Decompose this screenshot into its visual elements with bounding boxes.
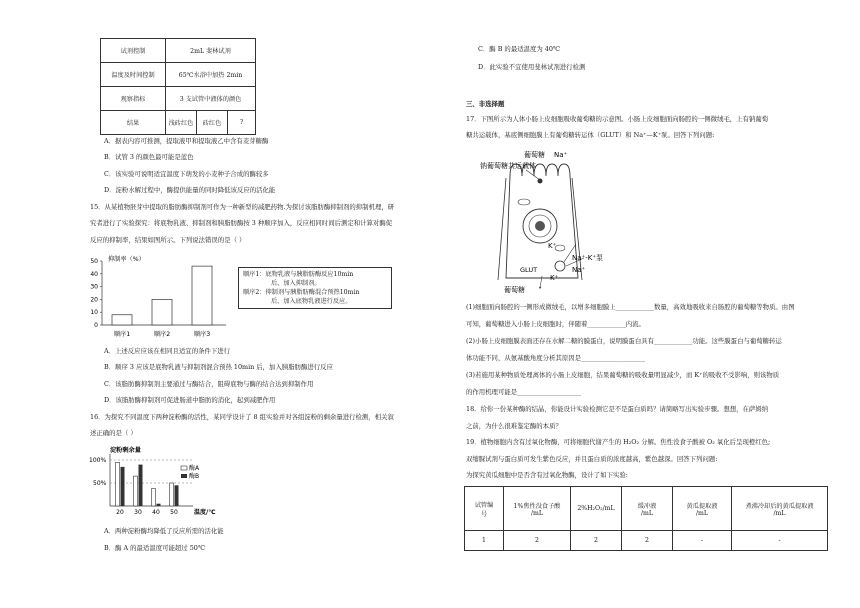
q15-option-b: B．顺序 3 应该是底物乳液与抑制剂混合预热 10min 后，加入胰脂肪酶进行反应	[104, 363, 333, 371]
table-header: 2%H₂O₂/mL	[571, 487, 622, 531]
chart2-bar-enzyme-b	[175, 485, 179, 506]
q15-stem-line3: 反应的抑制率，结果如图所示。下列说法错误的是（ ）	[90, 236, 246, 244]
chart2-tick-50: 50%	[93, 480, 107, 487]
chart2-ylabel: 淀粉剩余量	[110, 447, 141, 454]
chart2-xlabel: 温度/℃	[194, 509, 216, 516]
legend-order1-line2: 后，加入抑制剂。	[271, 280, 321, 287]
q16-option-c: C．酶 B 的最适温度为 40℃	[478, 45, 561, 53]
table-cell: 3 支试管中液体的颜色	[166, 87, 256, 111]
table-header: 试管编 号	[465, 487, 504, 531]
label-glucose-top: 葡萄糖	[524, 151, 545, 159]
chart1-ylabel: 抑制率（%）	[108, 256, 145, 263]
q16-stem-line1: 16．为探究不同温度下两种淀粉酶的活性，某同学设计了 8 组实验并对各组淀粉的剩余量进行检测，相关叙	[90, 413, 394, 421]
inhibition-chart	[86, 252, 236, 340]
chart2-bar-enzyme-a	[134, 476, 138, 506]
section-heading: 三、非选择题	[466, 100, 505, 108]
table-cell: 65℃水浴中加热 2min	[166, 63, 256, 87]
table-header: 黄瓜提取液 /mL	[673, 487, 732, 531]
table-cell: 浅砖红色	[166, 111, 197, 135]
label-cotransporter: 钠葡萄糖共运载体	[480, 162, 536, 170]
q17-part3-line2: 的作用机理可能是____________________	[466, 388, 582, 396]
chart1-bar	[192, 266, 212, 325]
chart1-tick-label: 20	[90, 296, 98, 304]
chart2-bar-enzyme-b	[121, 467, 125, 506]
chart2-bar-enzyme-b	[139, 465, 143, 506]
table-header: 煮沸冷却后的黄瓜提取液 /mL	[732, 487, 828, 531]
chart2-bar-enzyme-a	[170, 483, 174, 506]
q18-line1: 18．给你一份某种酶的结晶，你能设计实验检测它是不是蛋白质吗？请简略写出实验步骤。想想，在萨姆纳	[466, 405, 769, 413]
table-cell: 2	[504, 531, 571, 551]
chart2-category-label: 50	[170, 509, 178, 516]
table-cell: -	[673, 531, 732, 551]
chart2-tick-100: 100%	[89, 457, 107, 464]
legend-enzyme-a: 酶A	[189, 465, 200, 472]
table-header: 缓冲液 /mL	[622, 487, 673, 531]
chart2-bar-enzyme-a	[116, 462, 120, 506]
label-k: K⁺	[548, 242, 557, 250]
label-pump: Na⁺-K⁺泵	[572, 254, 604, 262]
chart2-bar-enzyme-b	[157, 504, 161, 506]
chart1-tick-label: 30	[90, 283, 98, 291]
q14-option-b: B．试管 3 的颜色最可能是蓝色	[104, 153, 194, 161]
legend-order1-line1: 顺序1：底物乳液与胰脂肪酶反应10min	[243, 271, 354, 278]
q17-part3-line1: (3)若施用某种物质处理离体的小肠上皮细胞，结果葡萄糖的吸收量明显减少，而 K⁺的吸收不受影响，则该物质	[466, 371, 780, 379]
table-header: 1%焦性没食子酸 /mL	[504, 487, 571, 531]
chart1-bar	[152, 299, 172, 325]
chart2-bar-enzyme-a	[152, 489, 156, 506]
label-glut: GLUT	[520, 266, 538, 274]
q17-part1-line1: (1)细胞面向肠腔的一侧形成微绒毛，以增多细胞膜上____________数量，高效地吸收来自肠腔的葡萄糖等物质。由图	[466, 303, 795, 311]
chart1-category-label: 顺序3	[193, 331, 211, 338]
table-cell: 观察指标	[101, 87, 166, 111]
q16-option-a: A．两种淀粉酶均降低了反应所需的活化能	[104, 527, 224, 535]
table-cell: 2	[571, 531, 622, 551]
q17-stem-line1: 17．下图所示为人体小肠上皮细胞吸收葡萄糖的示意图。小肠上皮细胞面向肠腔的一侧微绒毛，上有钠葡萄	[466, 115, 769, 123]
legend-order2-line2: 后，加入底物乳液进行反应。	[271, 298, 352, 305]
q16-stem-line2: 述正确的是（ ）	[90, 429, 137, 437]
q19-line1: 19．植物细胞内含有过氧化物酶，可将细胞代谢产生的 H₂O₂ 分解。焦性没食子酸被 O₂ 氧化后呈现橙红色;	[466, 438, 771, 446]
chart1-legend-box	[238, 267, 392, 309]
q14-option-d: D．淀粉水解过程中，酶提供能量的同时降低该反应的活化能	[104, 186, 276, 194]
q16-option-b: B．酶 A 的最适温度可能超过 50℃	[104, 544, 205, 552]
q15-stem-line2: 究者进行了实验探究：将底物乳液、抑制剂和胰脂肪酶按 3 种顺序加入，反应相同时间后测定和计算对酶促	[90, 219, 393, 227]
experiment-table	[100, 38, 256, 135]
chart2-category-label: 20	[116, 509, 124, 516]
q17-stem-line2: 糖共运载体，基底侧细胞膜上有葡萄糖转运体（GLUT）和 Na⁺—K⁺泵。回答下列问题:	[466, 131, 715, 139]
table-cell: -	[732, 531, 828, 551]
table-cell: 1	[465, 531, 504, 551]
table-cell: 2	[622, 531, 673, 551]
chart2-category-label: 40	[152, 509, 160, 516]
label-na-bottom: Na⁺	[572, 266, 586, 274]
table-cell: 温度及时间控制	[101, 63, 166, 87]
q17-part2-line2: 体功能不同，从氨基酸角度分析其原因是____________________	[466, 354, 645, 362]
q15-stem-line1: 15．从某植物胚芽中提取的脂肪酶抑制剂可作为一种新型的减肥药物.为探讨该脂肪酶抑制剂的抑制机理，研	[90, 203, 395, 211]
chart1-category-label: 顺序1	[113, 331, 131, 338]
chart1-tick-label: 10	[90, 309, 98, 317]
table-cell: 砖红色	[197, 111, 228, 135]
peroxidase-table	[464, 486, 828, 551]
q15-option-a: A．上述反应应该在相同且适宜的条件下进行	[104, 347, 231, 355]
chart1-tick-label: 40	[90, 270, 98, 278]
starch-remaining-chart	[88, 444, 238, 524]
table-cell: 2mL 斐林试剂	[166, 39, 256, 63]
legend-enzyme-b: 酶B	[189, 473, 200, 480]
q19-line2: 双缩脲试剂与蛋白质可发生紫色反应，并且蛋白质的浓度越高，紫色越深。回答下列问题:	[466, 455, 718, 463]
q17-part1-line2: 可知，葡萄糖进入小肠上皮细胞时，伴随着____________内流。	[466, 320, 645, 328]
chart1-category-label: 顺序2	[153, 331, 171, 338]
chart2-category-label: 30	[134, 509, 142, 516]
table-cell: 试剂控制	[101, 39, 166, 63]
label-na-top: Na⁺	[554, 151, 568, 159]
chart1-tick-label: 0	[94, 322, 98, 329]
q16-option-d: D．此实验不宜使用斐林试剂进行检测	[478, 63, 586, 71]
q14-option-a: A．据表内容可推测，提取液甲和提取液乙中含有麦芽糖酶	[104, 137, 269, 145]
q15-option-c: C．该脂肪酶抑制剂主要通过与酶结合，阻碍底物与酶的结合达到抑制作用	[104, 380, 314, 388]
q18-line2: 之前，为什么很难鉴定酶的本质？	[466, 422, 562, 430]
chart1-tick-label: 50	[90, 258, 98, 265]
chart1-bar	[112, 315, 132, 325]
label-glucose-bottom: 葡萄糖	[504, 286, 525, 294]
table-cell: 结果	[101, 111, 166, 135]
right-column	[430, 0, 860, 608]
q17-part2-line1: (2)小肠上皮细胞膜表面还存在水解二糖的膜蛋白，说明膜蛋白具有____________功能。这些膜蛋白与葡萄糖转运	[466, 337, 782, 345]
q19-line3: 为探究黄瓜细胞中是否含有过氧化物酶，设计了如下实验:	[466, 471, 628, 479]
q14-option-c: C．该实验可说明适宜温度下萌发的小麦种子合成的酶较多	[104, 170, 269, 178]
legend-order2-line1: 顺序2：抑制剂与胰脂肪酶混合预热10min	[243, 289, 360, 296]
label-k-bottom: K⁺	[550, 274, 559, 282]
table-cell: ?	[228, 111, 256, 135]
intestinal-cell-figure	[480, 148, 620, 296]
q15-option-d: D．该脂肪酶抑制剂可促进肠道中脂肪的消化，起到减肥作用	[104, 396, 276, 404]
